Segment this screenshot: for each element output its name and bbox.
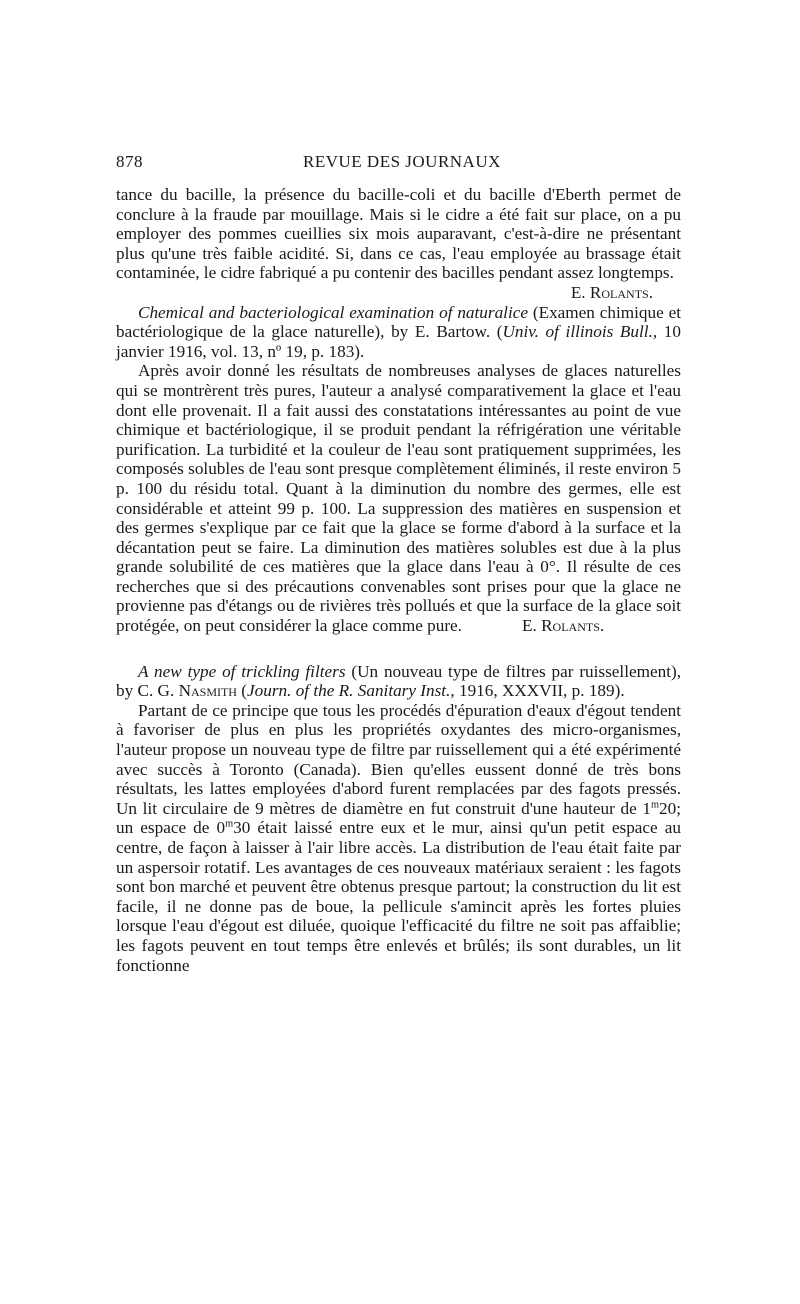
page-body: [116, 185, 681, 975]
citation: , 10 janvier 1916, vol. 13, nº 19, p. 183).: [116, 322, 681, 361]
journal-name: Journ. of the R. Sanitary Inst.: [247, 681, 451, 701]
article-title: Chemical and bacteriological examination of naturalice: [138, 302, 528, 322]
journal-name: Univ. of illinois Bull.: [502, 322, 653, 342]
article-body: Partant de ce principe que tous les procédés d'épuration d'eaux d'égout tendent à favoriser de plus en plus les propriétés oxydantes des micro-organismes, l'auteur propose un nouveau type de filtre par ruissellement qui a été expérimenté avec succès à Toronto (Canada). Bien qu'elles eussent donné de très bons résultats, les lattes employées d'abord furent remplacées par des fagots pressés. Un lit circulaire de 9 mètres de diamètre en fut construit d'une hauteur de 1: [116, 700, 681, 818]
unit-superscript: m: [651, 799, 660, 811]
signature: E. Rolants.: [521, 616, 605, 636]
punctuation: (: [236, 681, 248, 701]
page-header: [116, 152, 681, 174]
running-title: REVUE DES JOURNAUX: [303, 152, 501, 171]
section-gap: [116, 636, 681, 662]
continued-paragraph: tance du bacille, la présence du bacille-coli et du bacille d'Eberth permet de conclure à la fraude par mouillage. Mais si le cidre a été fait sur place, on a pu employer des pommes cueillies six mois auparavant, c'est-à-dire ne présentant plus qu'une très faible acidité. Si, dans ce cas, l'eau employée au brassage était contaminée, le cidre fabriqué a pu contenir des bacilles pendant assez longtemps.: [116, 185, 681, 283]
article-paragraph: [116, 701, 681, 975]
article-body: 20; un espace de 0: [116, 798, 681, 838]
article-subtitle: (Un nouveau type de filtres par ruissellement), by C. G.: [116, 661, 681, 701]
article-heading: [116, 303, 681, 362]
article-subtitle: (Examen chimique et bactériologique de la glace naturelle), by E. Bartow. (: [116, 302, 681, 342]
article-paragraph: [116, 361, 681, 635]
article-heading: [116, 662, 681, 701]
article-title: A new type of trickling filters: [138, 661, 346, 681]
author-name: Nasmith: [178, 681, 237, 701]
signature: E. Rolants.: [570, 282, 653, 302]
unit-superscript: m: [225, 818, 234, 830]
article-body: 30 était laissé entre eux et le mur, ainsi qu'un petit espace au centre, de façon à laisser à l'air libre accès. La distribution de l'eau était faite par un aspersoir rotatif. Les avantages de ces nouveaux matériaux seraient : les fagots sont bon marché et peuvent être obtenus presque partout; la construction du lit est facile, il ne donne pas de boue, la pellicule s'amincit après les fortes pluies lorsque l'eau d'égout est diluée, quoique l'efficacité du filtre ne soit pas affaiblie; les fagots peuvent en tout temps être enlevés et brûlés; ils sont durables, un lit fonctionne: [116, 818, 681, 975]
citation: , 1916, XXXVII, p. 189).: [450, 681, 625, 701]
article-body: Après avoir donné les résultats de nombreuses analyses de glaces naturelles qui se montrèrent très pures, l'auteur a analysé comparativement la glace et l'eau dont elle provenait. Il a fait aussi des constatations intéressantes au point de vue chimique et bactériologique, il se produit pendant la réfrigération une véritable purification. La turbidité et la couleur de l'eau sont pratiquement supprimées, les composés solubles de l'eau sont presque complètement éliminés, il reste environ 5 p. 100 du résidu total. Quant à la diminution du nombre des germes, elle est considérable et atteint 99 p. 100. La suppression des matières en suspension et des germes s'explique par ce fait que la glace se forme d'abord à la surface et la décantation peut se faire. La diminution des matières solubles est due à la plus grande solubilité de ces matières que la glace dans l'eau à 0°. Il résulte de ces recherches que si des précautions convenables sont prises pour que la glace ne provienne pas d'étangs ou de rivières très pollués et que la surface de la glace soit protégée, on peut considérer la glace comme pure.: [116, 361, 681, 636]
page-number: 878: [116, 152, 143, 171]
